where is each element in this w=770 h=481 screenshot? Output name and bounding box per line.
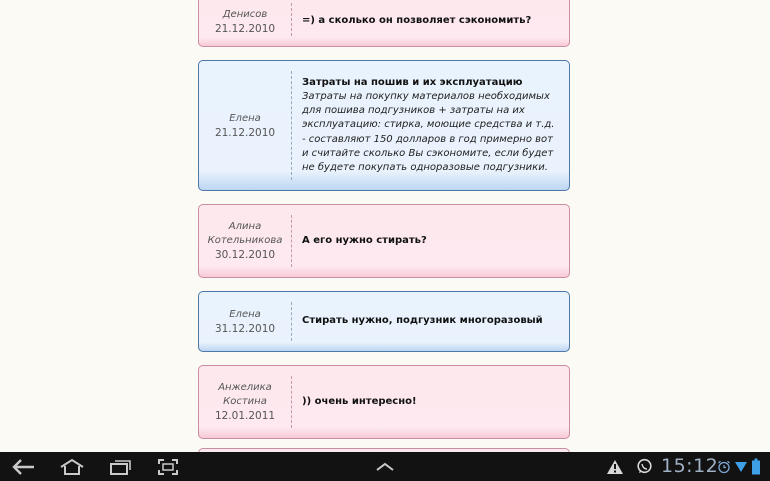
comment-author bbox=[199, 366, 291, 438]
comment-date: 31.12.2010 bbox=[214, 322, 276, 335]
warning-indicator[interactable] bbox=[606, 452, 624, 481]
back-button[interactable] bbox=[4, 452, 44, 481]
wifi-icon bbox=[734, 460, 748, 474]
clock[interactable]: 15:12 bbox=[661, 455, 719, 477]
up-chevron-icon bbox=[374, 460, 396, 474]
comment-message bbox=[292, 61, 569, 190]
battery-icon bbox=[751, 458, 761, 475]
alarm-indicator bbox=[717, 452, 731, 481]
home-button[interactable] bbox=[52, 452, 92, 481]
author-name: Анжелика Костина bbox=[218, 382, 272, 407]
comment-card bbox=[198, 204, 570, 278]
comment-card bbox=[198, 0, 570, 47]
author-name: Елена bbox=[229, 308, 261, 320]
whatsapp-icon bbox=[636, 458, 653, 475]
comment-title: )) очень интересно! bbox=[302, 395, 417, 407]
comment-body: Затраты на покупку материалов необходимых для пошива подгузников + затраты на их эксплуатацию: стирка, моющие средства и т.д. - составляют 150 долларов в год примерно вот и считайте сколько Вы сэкономите, если будет не будете покупать одноразовые подгузники. bbox=[302, 90, 555, 173]
author-name: Елена bbox=[229, 112, 261, 124]
alarm-icon bbox=[717, 460, 731, 474]
comment-message bbox=[292, 292, 569, 351]
wifi-indicator bbox=[734, 452, 748, 481]
author-name: Алина Котельникова bbox=[207, 221, 283, 246]
comment-author bbox=[199, 0, 291, 46]
system-navigation-bar bbox=[0, 452, 770, 481]
comment-author bbox=[199, 205, 291, 277]
comment-card bbox=[198, 365, 570, 439]
comment-author bbox=[199, 292, 291, 351]
author-name: Денисов bbox=[222, 8, 268, 20]
comment-date: 30.12.2010 bbox=[214, 249, 276, 261]
whatsapp-indicator[interactable] bbox=[636, 452, 653, 481]
comment-title: А его нужно стирать? bbox=[302, 234, 427, 246]
comment-date: 21.12.2010 bbox=[214, 126, 276, 139]
comment-message bbox=[292, 0, 569, 46]
comment-date: 12.01.2011 bbox=[214, 410, 276, 422]
comment-author bbox=[199, 61, 291, 190]
comment-title: Стирать нужно, подгузник многоразовый bbox=[302, 315, 543, 327]
home-icon bbox=[58, 458, 86, 476]
back-icon bbox=[11, 458, 37, 476]
battery-indicator bbox=[751, 452, 761, 481]
screenshot-icon bbox=[156, 458, 180, 476]
comment-title: =) а сколько он позволяет сэкономить? bbox=[302, 15, 532, 27]
comment-card bbox=[198, 60, 570, 191]
recent-apps-icon bbox=[108, 458, 132, 476]
comment-message bbox=[292, 366, 569, 438]
menu-up-button[interactable] bbox=[365, 452, 405, 481]
screenshot-button[interactable] bbox=[148, 452, 188, 481]
comment-message bbox=[292, 205, 569, 277]
comment-card bbox=[198, 291, 570, 352]
comment-title: Затраты на пошив и их эксплуатацию bbox=[302, 76, 523, 88]
recent-apps-button[interactable] bbox=[100, 452, 140, 481]
warning-icon bbox=[606, 459, 624, 475]
comment-date: 21.12.2010 bbox=[214, 22, 276, 35]
